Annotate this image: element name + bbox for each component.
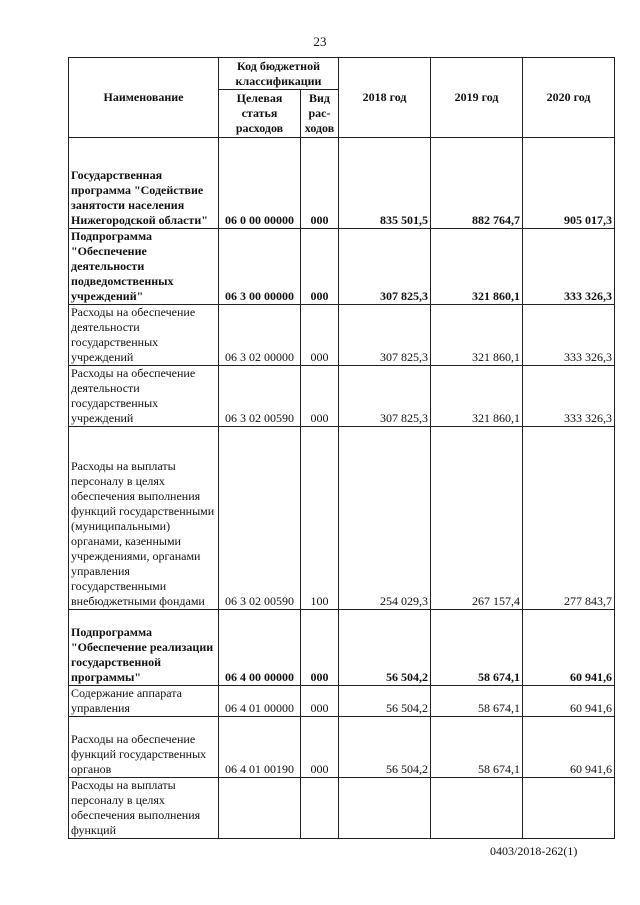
cell-code: 06 4 01 00190 <box>219 717 301 778</box>
cell-name: Расходы на выплаты персоналу в целях обеспечения выполнения функций государственными (муниципальными) органами, казенными учреждениями, органами управления государственными внебюджетными фондами <box>69 427 219 610</box>
cell-y2019 <box>431 778 523 839</box>
cell-y2020: 60 941,6 <box>523 717 615 778</box>
table-row <box>69 686 615 717</box>
table-row <box>69 366 615 427</box>
table-row <box>69 305 615 366</box>
cell-vid: 000 <box>301 686 339 717</box>
cell-vid: 000 <box>301 717 339 778</box>
table-row <box>69 778 615 839</box>
cell-code: 06 3 02 00590 <box>219 366 301 427</box>
cell-code: 06 3 00 00000 <box>219 229 301 305</box>
cell-y2020: 60 941,6 <box>523 686 615 717</box>
cell-y2019: 321 860,1 <box>431 366 523 427</box>
header-vid: Вид рас-ходов <box>301 90 339 138</box>
header-name: Наименование <box>69 58 219 138</box>
cell-y2019: 58 674,1 <box>431 717 523 778</box>
header-2019: 2019 год <box>431 58 523 138</box>
cell-name: Содержание аппарата управления <box>69 686 219 717</box>
table-row <box>69 427 615 610</box>
table-row <box>69 717 615 778</box>
cell-code <box>219 778 301 839</box>
cell-y2020: 333 326,3 <box>523 366 615 427</box>
table-row <box>69 138 615 229</box>
cell-y2018: 835 501,5 <box>339 138 431 229</box>
cell-y2019: 267 157,4 <box>431 427 523 610</box>
cell-y2019: 58 674,1 <box>431 686 523 717</box>
cell-y2020: 60 941,6 <box>523 610 615 686</box>
cell-code: 06 4 00 00000 <box>219 610 301 686</box>
cell-y2019: 321 860,1 <box>431 305 523 366</box>
cell-y2018: 56 504,2 <box>339 610 431 686</box>
table-row <box>69 610 615 686</box>
header-kbk: Код бюджетной классификации <box>219 58 339 90</box>
cell-y2018: 307 825,3 <box>339 305 431 366</box>
cell-y2019: 882 764,7 <box>431 138 523 229</box>
cell-vid: 000 <box>301 366 339 427</box>
cell-vid: 100 <box>301 427 339 610</box>
cell-code: 06 4 01 00000 <box>219 686 301 717</box>
cell-name: Расходы на обеспечение деятельности государственных учреждений <box>69 305 219 366</box>
cell-vid <box>301 778 339 839</box>
cell-name: Подпрограмма "Обеспечение деятельности подведомственных учреждений" <box>69 229 219 305</box>
cell-y2018: 56 504,2 <box>339 717 431 778</box>
cell-name: Расходы на обеспечение деятельности государственных учреждений <box>69 366 219 427</box>
cell-y2020: 277 843,7 <box>523 427 615 610</box>
cell-name: Государственная программа "Содействие занятости населения Нижегородской области" <box>69 138 219 229</box>
cell-name: Расходы на выплаты персоналу в целях обеспечения выполнения функций <box>69 778 219 839</box>
cell-y2018: 56 504,2 <box>339 686 431 717</box>
budget-table <box>68 57 615 839</box>
cell-y2019: 58 674,1 <box>431 610 523 686</box>
cell-y2018: 254 029,3 <box>339 427 431 610</box>
cell-code: 06 3 02 00000 <box>219 305 301 366</box>
table-row <box>69 229 615 305</box>
cell-y2020: 333 326,3 <box>523 305 615 366</box>
cell-y2020: 905 017,3 <box>523 138 615 229</box>
cell-vid: 000 <box>301 305 339 366</box>
cell-y2019: 321 860,1 <box>431 229 523 305</box>
cell-vid: 000 <box>301 229 339 305</box>
cell-y2020: 333 326,3 <box>523 229 615 305</box>
footer-code: 0403/2018-262(1) <box>490 844 578 858</box>
header-target: Целевая статья расходов <box>219 90 301 138</box>
cell-y2020 <box>523 778 615 839</box>
header-2018: 2018 год <box>339 58 431 138</box>
cell-name: Расходы на обеспечение функций государственных органов <box>69 717 219 778</box>
header-2020: 2020 год <box>523 58 615 138</box>
cell-y2018: 307 825,3 <box>339 229 431 305</box>
table-body <box>69 138 615 839</box>
page-number: 23 <box>313 34 327 49</box>
cell-code: 06 0 00 00000 <box>219 138 301 229</box>
cell-y2018: 307 825,3 <box>339 366 431 427</box>
cell-vid: 000 <box>301 610 339 686</box>
cell-code: 06 3 02 00590 <box>219 427 301 610</box>
cell-y2018 <box>339 778 431 839</box>
cell-name: Подпрограмма "Обеспечение реализации государственной программы" <box>69 610 219 686</box>
cell-vid: 000 <box>301 138 339 229</box>
